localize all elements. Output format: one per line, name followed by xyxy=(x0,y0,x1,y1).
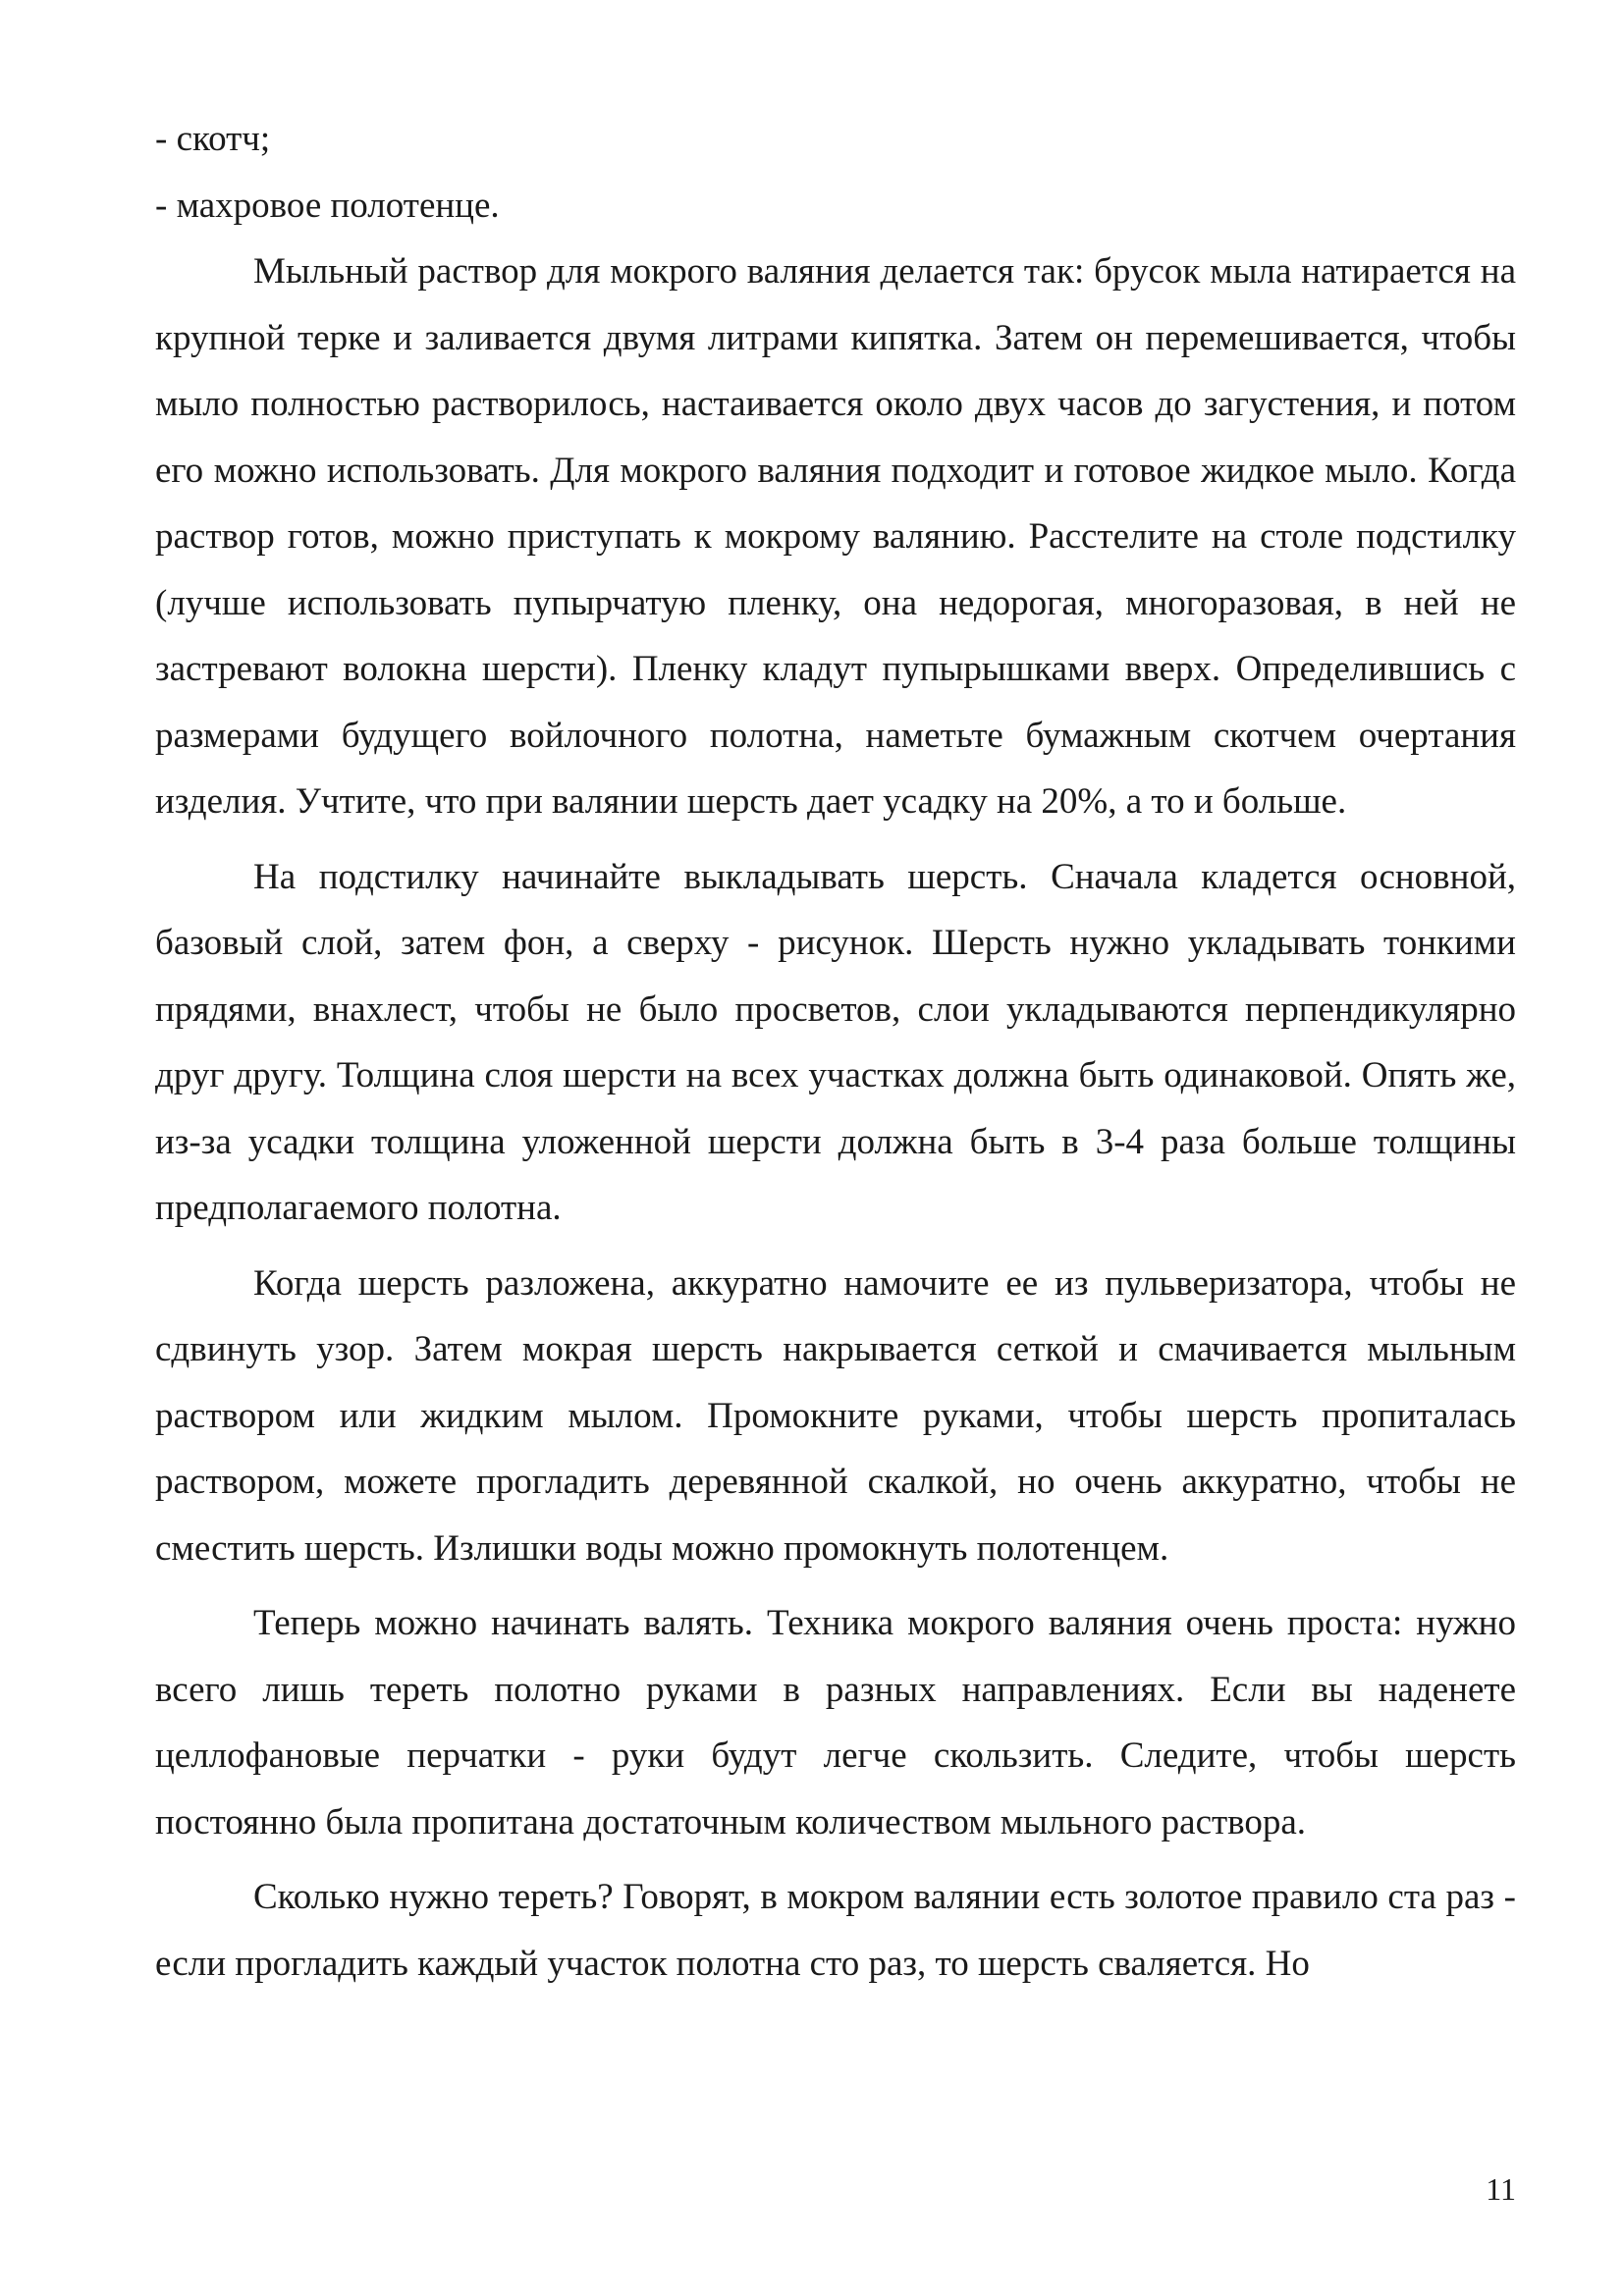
list-item-tape: - скотч; xyxy=(155,119,271,159)
document-page xyxy=(155,106,1516,1997)
paragraph-soap-solution: Мыльный раствор для мокрого валяния делается так: брусок мыла натирается на крупной терке и заливается двумя литрами кипятка. Затем он перемешивается, чтобы мыло полностью растворилось, настаивается около двух часов до загустения, и потом его можно использовать. Для мокрого валяния подходит и готовое жидкое мыло. Когда раствор готов, можно приступать к мокрому валянию. Расстелите на столе подстилку (лучше использовать пупырчатую пленку, она недорогая, многоразовая, в ней не застревают волокна шерсти). Пленку кладут пупырышками вверх. Определившись с размерами будущего войлочного полотна, наметьте бумажным скотчем очертания изделия. Учтите, что при валянии шерсть дает усадку на 20%, а то и больше. xyxy=(155,251,1516,822)
page-number: 11 xyxy=(1486,2171,1516,2207)
list-item-towel: - махровое полотенце. xyxy=(155,185,500,226)
paragraph-hundred-times-rule: Сколько нужно тереть? Говорят, в мокром валянии есть золотое правило ста раз - если прогладить каждый участок полотна сто раз, то шерсть сваляется. Но xyxy=(155,1877,1516,1984)
paragraph-wetting-wool: Когда шерсть разложена, аккуратно намочите ее из пульверизатора, чтобы не сдвинуть узор. Затем мокрая шерсть накрывается сеткой и смачивается мыльным раствором или жидким мылом. Промокните руками, чтобы шерсть пропиталась раствором, можете прогладить деревянной скалкой, но очень аккуратно, чтобы не сместить шерсть. Излишки воды можно промокнуть полотенцем. xyxy=(155,1262,1516,1569)
paragraph-felting-technique: Теперь можно начинать валять. Техника мокрого валяния очень проста: нужно всего лишь тереть полотно руками в разных направлениях. Если вы наденете целлофановые перчатки - руки будут легче скользить. Следите, чтобы шерсть постоянно была пропитана достаточным количеством мыльного раствора. xyxy=(155,1603,1516,1842)
paragraph-laying-wool: На подстилку начинайте выкладывать шерсть. Сначала кладется основной, базовый слой, затем фон, а сверху - рисунок. Шерсть нужно укладывать тонкими прядями, внахлест, чтобы не было просветов, слои укладываются перпендикулярно друг другу. Толщина слоя шерсти на всех участках должна быть одинаковой. Опять же, из-за усадки толщина уложенной шерсти должна быть в 3-4 раза больше толщины предполагаемого полотна. xyxy=(155,856,1516,1228)
